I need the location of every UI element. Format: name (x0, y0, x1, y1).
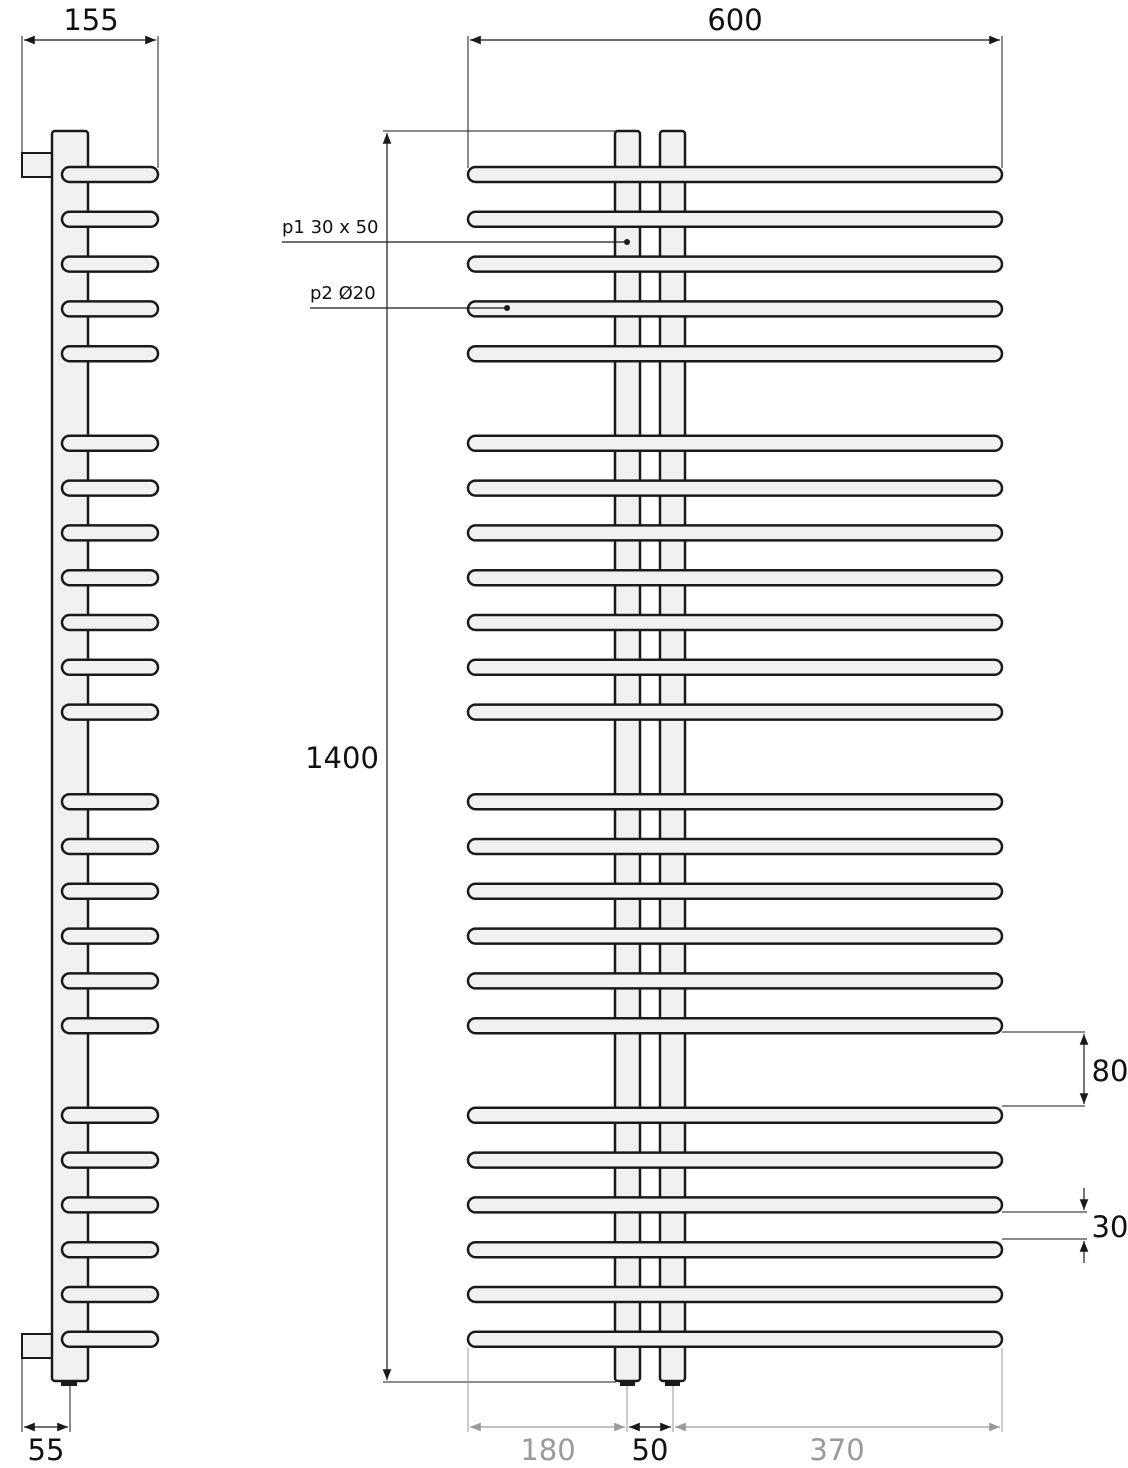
side-bar-4 (62, 301, 158, 316)
side-bottom-bracket (22, 1334, 52, 1358)
front-bar-24 (468, 1332, 1002, 1347)
width-label: 600 (707, 3, 763, 37)
side-bar-23 (62, 1287, 158, 1302)
side-bar-21 (62, 1197, 158, 1212)
side-top-bracket (22, 153, 52, 177)
front-bar-19 (468, 1108, 1002, 1123)
front-bar-16 (468, 929, 1002, 944)
side-bar-9 (62, 570, 158, 585)
side-collector (52, 131, 88, 1381)
bar-label: 30 (1091, 1210, 1128, 1244)
side-depth-label: 155 (63, 3, 119, 37)
side-bar-1 (62, 167, 158, 182)
front-right-valve (665, 1380, 680, 1386)
front-bar-11 (468, 660, 1002, 675)
front-bar-14 (468, 839, 1002, 854)
front-bar-6 (468, 436, 1002, 451)
side-bar-6 (62, 436, 158, 451)
p1-label: p1 30 x 50 (282, 217, 379, 238)
height-label: 1400 (305, 741, 379, 775)
side-bar-13 (62, 794, 158, 809)
side-bar-10 (62, 615, 158, 630)
front-bar-10 (468, 615, 1002, 630)
front-bar-7 (468, 481, 1002, 496)
front-bar-18 (468, 1018, 1002, 1033)
side-bar-22 (62, 1242, 158, 1257)
side-bar-16 (62, 929, 158, 944)
side-bar-19 (62, 1108, 158, 1123)
front-bar-23 (468, 1287, 1002, 1302)
p2-label: p2 Ø20 (310, 283, 376, 304)
front-bar-17 (468, 973, 1002, 988)
front-right-collector (660, 131, 685, 1381)
front-left-collector (615, 131, 640, 1381)
front-bar-9 (468, 570, 1002, 585)
front-bar-15 (468, 884, 1002, 899)
front-bar-8 (468, 525, 1002, 540)
side-bar-24 (62, 1332, 158, 1347)
side-bar-14 (62, 839, 158, 854)
front-bar-3 (468, 257, 1002, 272)
p1-dot (624, 239, 630, 245)
side-view (22, 3, 158, 1467)
front-bars (468, 167, 1002, 1347)
front-bar-21 (468, 1197, 1002, 1212)
front-bar-22 (468, 1242, 1002, 1257)
right-offset-label: 370 (809, 1433, 865, 1467)
side-bar-12 (62, 705, 158, 720)
p2-dot (504, 305, 510, 311)
side-valve (61, 1380, 77, 1386)
left-offset-label: 180 (520, 1433, 576, 1467)
front-bar-1 (468, 167, 1002, 182)
front-bar-12 (468, 705, 1002, 720)
side-bar-5 (62, 346, 158, 361)
front-bar-20 (468, 1153, 1002, 1168)
side-offset-label: 55 (27, 1433, 65, 1467)
side-bar-18 (62, 1018, 158, 1033)
side-bar-8 (62, 525, 158, 540)
side-bar-20 (62, 1153, 158, 1168)
spacing-label: 50 (631, 1433, 669, 1467)
side-bar-2 (62, 212, 158, 227)
side-bar-7 (62, 481, 158, 496)
side-bar-17 (62, 973, 158, 988)
front-bar-13 (468, 794, 1002, 809)
side-bar-11 (62, 660, 158, 675)
front-bar-2 (468, 212, 1002, 227)
side-bar-15 (62, 884, 158, 899)
front-left-valve (620, 1380, 635, 1386)
gap-label: 80 (1091, 1054, 1128, 1088)
front-view (282, 3, 1128, 1467)
side-bar-3 (62, 257, 158, 272)
front-bar-5 (468, 346, 1002, 361)
front-bar-4 (468, 301, 1002, 316)
